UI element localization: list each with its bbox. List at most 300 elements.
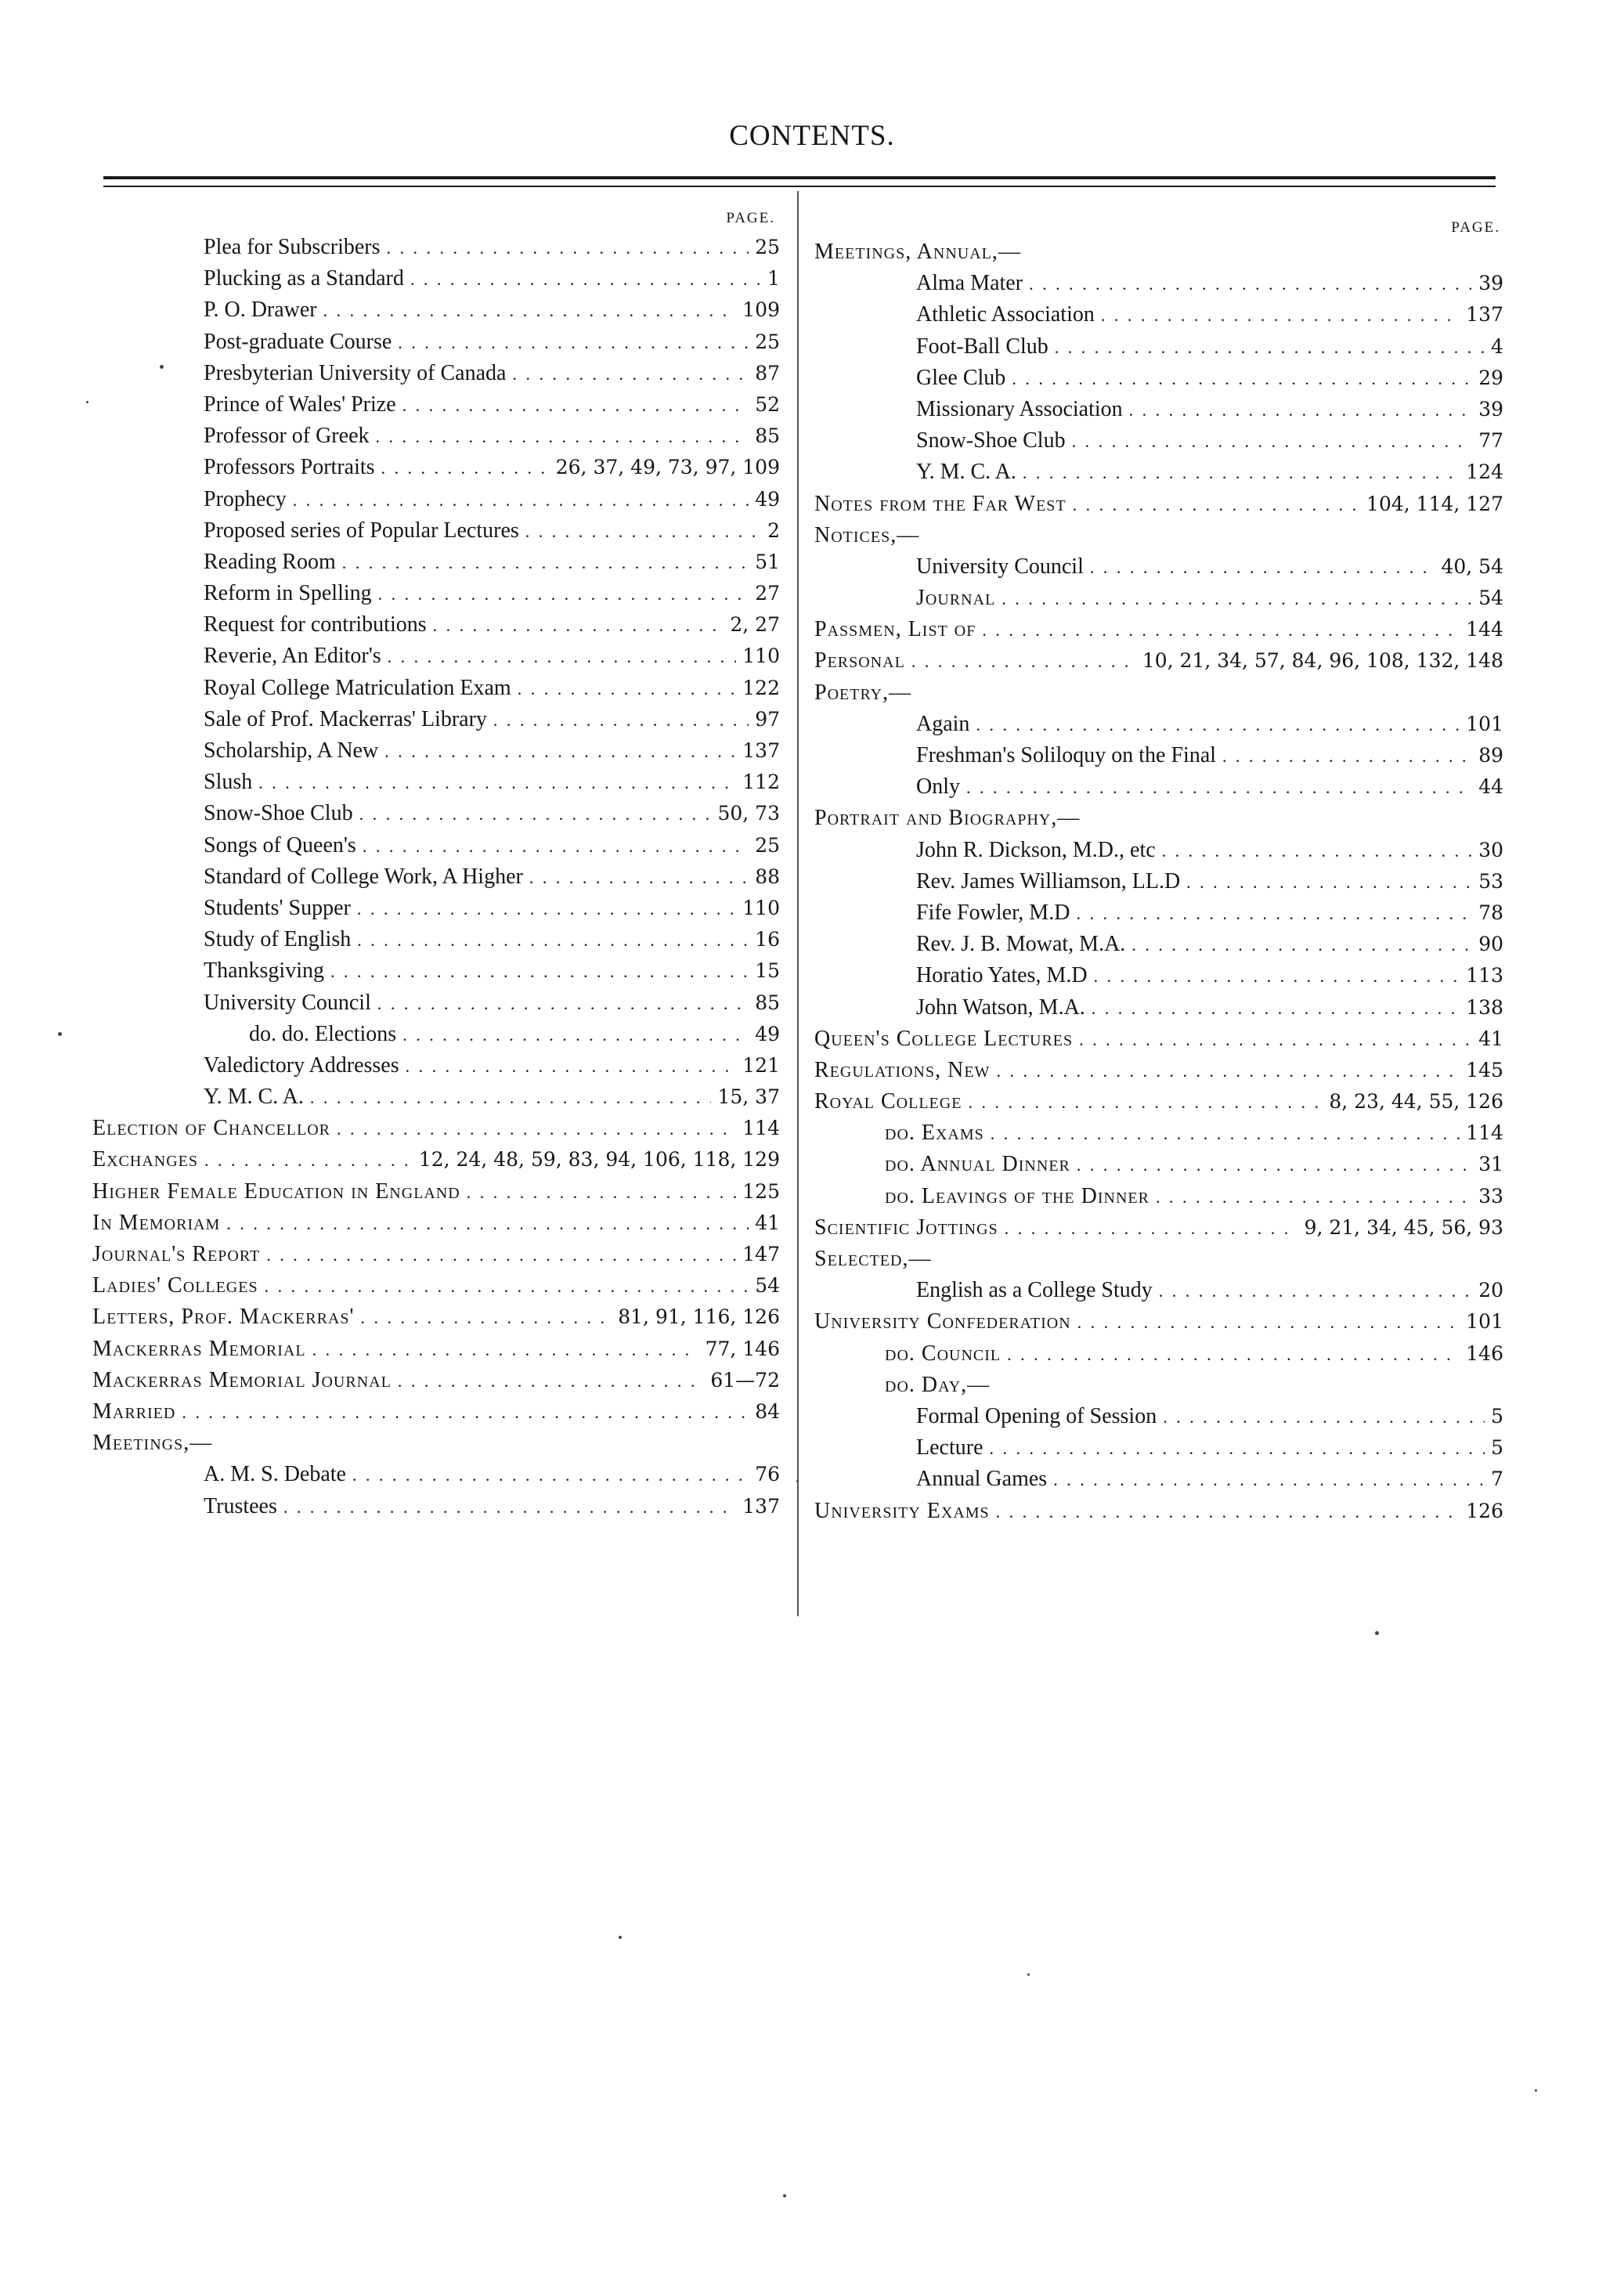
- toc-entry-pages: 2, 27: [730, 613, 780, 637]
- toc-entry-pages: 10, 21, 34, 57, 84, 96, 108, 132, 148: [1142, 649, 1503, 673]
- toc-entry-label: Request for contributions: [204, 612, 427, 637]
- toc-entry-pages: 44: [1478, 775, 1503, 799]
- toc-entry-label: Mackerras Memorial Journal: [92, 1367, 392, 1392]
- header-rule-thick: [103, 176, 1496, 179]
- toc-entry-pages: 15, 37: [717, 1085, 780, 1109]
- dot-leader: [1072, 426, 1473, 457]
- toc-entry-label: Alma Mater: [916, 271, 1023, 296]
- dot-leader: [1094, 961, 1460, 992]
- toc-entry: [814, 740, 1503, 771]
- toc-entry-pages: 25: [755, 833, 780, 857]
- left-entry-list: [92, 232, 780, 1522]
- dot-leader: [312, 1334, 699, 1366]
- toc-entry-pages: 101: [1466, 1310, 1503, 1334]
- toc-entry-label: Notes from the Far West: [814, 491, 1066, 516]
- toc-entry: [92, 641, 780, 672]
- dot-leader: [376, 421, 749, 453]
- toc-entry: [92, 1050, 780, 1081]
- dot-leader: [1007, 1339, 1460, 1370]
- toc-entry-pages: 9, 21, 34, 45, 56, 93: [1304, 1215, 1503, 1239]
- toc-entry-label: Meetings,—: [92, 1431, 213, 1456]
- toc-entry: [814, 268, 1503, 299]
- dot-leader: [1076, 898, 1472, 930]
- dot-leader: [406, 1051, 737, 1082]
- toc-entry: [814, 236, 1503, 268]
- dot-leader: [1162, 836, 1473, 867]
- dot-leader: [1186, 867, 1472, 898]
- toc-entry: [92, 1270, 780, 1301]
- toc-entry: [814, 1023, 1503, 1055]
- toc-entry: [92, 1113, 780, 1144]
- toc-entry: [814, 929, 1503, 960]
- toc-entry-label: Rev. James Williamson, LL.D: [916, 868, 1181, 894]
- right-column: [814, 205, 1503, 1527]
- dot-leader: [283, 1492, 736, 1523]
- toc-entry: [92, 1176, 780, 1208]
- dot-leader: [493, 705, 749, 736]
- toc-entry-label: Poetry,—: [814, 680, 912, 705]
- toc-entry-pages: 2: [767, 518, 780, 542]
- toc-entry-pages: 85: [755, 424, 780, 448]
- toc-entry-label: Sale of Prof. Mackerras' Library: [204, 706, 487, 731]
- dot-leader: [1159, 1276, 1472, 1307]
- toc-entry-pages: 124: [1466, 460, 1503, 484]
- toc-entry-label: Study of English: [204, 927, 352, 952]
- toc-entry: [92, 735, 780, 767]
- toc-entry: [92, 1396, 780, 1428]
- column-divider: [797, 191, 799, 1616]
- toc-entry-pages: 125: [742, 1179, 780, 1203]
- toc-entry-label: Horatio Yates, M.D: [916, 963, 1088, 988]
- toc-entry-pages: 8, 23, 44, 55, 126: [1329, 1090, 1503, 1114]
- toc-entry: [92, 798, 780, 829]
- dot-leader: [1163, 1402, 1485, 1433]
- toc-entry: [814, 992, 1503, 1023]
- dot-leader: [467, 1177, 737, 1208]
- toc-entry-label: Trustees: [204, 1493, 277, 1518]
- toc-entry-label: Rev. J. B. Mowat, M.A.: [916, 932, 1126, 957]
- dot-leader: [990, 1433, 1485, 1464]
- toc-entry-pages: 61—72: [710, 1368, 780, 1392]
- toc-entry-pages: 85: [755, 991, 780, 1014]
- dot-leader: [1053, 1464, 1485, 1496]
- right-entry-list: [814, 236, 1503, 1527]
- toc-entry-label: do. Day,—: [885, 1372, 991, 1397]
- toc-entry-label: Exchanges: [92, 1147, 198, 1172]
- toc-entry-pages: 20: [1478, 1279, 1503, 1302]
- toc-entry: [814, 457, 1503, 488]
- toc-entry-label: Selected,—: [814, 1247, 932, 1271]
- toc-entry-pages: 146: [1466, 1341, 1503, 1365]
- toc-entry-label: Y. M. C. A.: [916, 460, 1016, 485]
- toc-entry: [814, 1370, 1503, 1401]
- toc-entry-label: Lecture: [916, 1435, 983, 1460]
- toc-entry-label: Journal's Report: [92, 1242, 261, 1266]
- toc-entry: [814, 1338, 1503, 1370]
- toc-entry-pages: 137: [742, 1494, 780, 1518]
- toc-entry-pages: 26, 37, 49, 73, 97, 109: [555, 456, 780, 479]
- toc-entry-pages: 88: [755, 865, 780, 888]
- toc-entry: [92, 294, 780, 326]
- toc-entry-label: Again: [916, 711, 970, 736]
- toc-entry-label: Professor of Greek: [204, 424, 370, 449]
- toc-entry: [92, 421, 780, 452]
- toc-entry-pages: 110: [742, 896, 780, 919]
- toc-entry-label: A. M. S. Debate: [204, 1462, 346, 1487]
- toc-entry-pages: 137: [1466, 303, 1503, 327]
- dot-leader: [996, 1496, 1460, 1528]
- toc-entry-label: Reverie, An Editor's: [204, 644, 381, 669]
- toc-entry: [92, 452, 780, 483]
- toc-entry-label: Married: [92, 1399, 176, 1424]
- toc-entry-pages: 16: [755, 928, 780, 951]
- toc-entry-pages: 54: [1478, 587, 1503, 610]
- right-page-header: PAGE.: [1451, 219, 1500, 236]
- dot-leader: [378, 579, 749, 610]
- toc-entry-pages: 87: [755, 361, 780, 384]
- toc-entry-label: Snow-Shoe Club: [916, 428, 1066, 453]
- toc-entry-pages: 84: [755, 1399, 780, 1423]
- toc-entry: [814, 897, 1503, 929]
- toc-entry: [92, 767, 780, 798]
- toc-entry-label: University Council: [204, 990, 371, 1015]
- toc-entry-label: Regulations, New: [814, 1057, 991, 1082]
- toc-entry-label: do. Exams: [885, 1121, 984, 1146]
- dot-leader: [387, 233, 749, 264]
- toc-entry: [814, 1212, 1503, 1244]
- toc-entry-pages: 112: [742, 771, 780, 794]
- toc-entry-pages: 121: [742, 1053, 780, 1077]
- dot-leader: [398, 327, 749, 359]
- toc-entry-label: Foot-Ball Club: [916, 334, 1048, 359]
- toc-entry: [92, 1365, 780, 1396]
- toc-entry-pages: 5: [1491, 1436, 1503, 1460]
- toc-entry-pages: 76: [755, 1463, 780, 1486]
- toc-entry-pages: 7: [1491, 1468, 1503, 1491]
- dot-leader: [1129, 395, 1473, 426]
- toc-entry-label: do. Council: [885, 1341, 1001, 1366]
- toc-entry-pages: 29: [1478, 366, 1503, 389]
- dot-leader: [388, 641, 737, 673]
- toc-entry: [92, 609, 780, 641]
- toc-entry-pages: 110: [742, 644, 780, 668]
- toc-entry-label: Students' Supper: [204, 895, 351, 920]
- toc-entry: [92, 1208, 780, 1239]
- toc-entry-label: Reading Room: [204, 549, 336, 574]
- toc-entry-label: University Exams: [814, 1498, 990, 1523]
- toc-entry: [814, 709, 1503, 740]
- toc-entry-label: Reform in Spelling: [204, 581, 372, 606]
- toc-entry: [814, 771, 1503, 803]
- toc-entry-label: Presbyterian University of Canada: [204, 360, 507, 385]
- dot-leader: [911, 646, 1136, 677]
- toc-entry-label: Snow-Shoe Club: [204, 801, 353, 826]
- toc-entry: [814, 520, 1503, 551]
- dot-leader: [323, 295, 737, 327]
- toc-entry: [92, 987, 780, 1019]
- toc-entry: [814, 425, 1503, 457]
- toc-entry: [814, 583, 1503, 614]
- toc-entry-label: Higher Female Education in England: [92, 1179, 460, 1204]
- dot-leader: [1101, 300, 1460, 331]
- toc-entry-pages: 40, 54: [1441, 554, 1503, 578]
- dot-leader: [1131, 930, 1472, 961]
- dot-leader: [265, 1271, 749, 1302]
- toc-entry-label: Glee Club: [916, 365, 1006, 390]
- dot-leader: [352, 1460, 749, 1491]
- dot-leader: [337, 1114, 736, 1145]
- toc-entry: [92, 955, 780, 987]
- dot-leader: [363, 831, 749, 862]
- toc-entry-pages: 101: [1466, 712, 1503, 735]
- toc-entry-label: Only: [916, 774, 960, 800]
- toc-entry-label: English as a College Study: [916, 1278, 1153, 1303]
- toc-entry-pages: 52: [755, 392, 780, 416]
- toc-entry-pages: 109: [742, 298, 780, 322]
- toc-entry-label: John R. Dickson, M.D., etc: [916, 837, 1156, 862]
- dot-leader: [1092, 993, 1460, 1024]
- toc-entry-label: University Council: [916, 554, 1084, 579]
- dot-leader: [1077, 1307, 1460, 1338]
- toc-entry-label: Freshman's Soliloquy on the Final: [916, 743, 1217, 767]
- toc-entry: [814, 551, 1503, 583]
- toc-entry: [814, 803, 1503, 834]
- dot-leader: [381, 453, 550, 484]
- toc-entry-label: Passmen, List of: [814, 617, 976, 642]
- toc-entry: [814, 1244, 1503, 1275]
- toc-entry: [814, 331, 1503, 363]
- toc-entry-pages: 39: [1478, 397, 1503, 421]
- toc-entry-label: do. Annual Dinner: [885, 1152, 1070, 1177]
- toc-entry: [92, 1081, 780, 1113]
- toc-entry-pages: 145: [1466, 1058, 1503, 1081]
- toc-entry: [814, 1496, 1503, 1527]
- toc-entry-pages: 27: [755, 582, 780, 605]
- dot-leader: [1023, 457, 1460, 489]
- toc-entry-label: P. O. Drawer: [204, 298, 317, 323]
- dot-leader: [377, 988, 749, 1020]
- dot-leader: [357, 925, 749, 956]
- toc-entry-label: Professors Portraits: [204, 455, 375, 480]
- toc-entry-pages: 53: [1478, 869, 1503, 893]
- dot-leader: [1055, 332, 1485, 363]
- toc-entry-label: Valedictory Addresses: [204, 1052, 399, 1078]
- dot-leader: [518, 673, 737, 705]
- dot-leader: [384, 736, 736, 767]
- toc-entry-pages: 31: [1478, 1153, 1503, 1176]
- dot-leader: [512, 359, 749, 390]
- toc-entry-pages: 81, 91, 116, 126: [618, 1305, 780, 1329]
- dot-leader: [258, 767, 736, 799]
- toc-entry-label: Proposed series of Popular Lectures: [204, 518, 519, 543]
- toc-entry: [814, 960, 1503, 991]
- toc-entry: [814, 1117, 1503, 1149]
- dot-leader: [968, 1087, 1323, 1118]
- dot-leader: [1156, 1182, 1472, 1213]
- toc-entry-label: Election of Chancellor: [92, 1116, 330, 1141]
- dot-leader: [293, 485, 749, 516]
- toc-entry-pages: 50, 73: [717, 802, 780, 825]
- toc-entry-pages: 114: [742, 1117, 780, 1140]
- toc-entry: [814, 489, 1503, 520]
- toc-entry: [92, 578, 780, 609]
- toc-entry-pages: 78: [1478, 901, 1503, 924]
- toc-entry-pages: 54: [755, 1274, 780, 1298]
- toc-entry-pages: 104, 114, 127: [1366, 492, 1503, 515]
- dot-leader: [966, 772, 1472, 803]
- toc-entry-pages: 41: [1478, 1027, 1503, 1050]
- toc-entry-label: Plucking as a Standard: [204, 266, 404, 291]
- toc-entry-pages: 114: [1466, 1121, 1503, 1145]
- toc-entry: [92, 1301, 780, 1333]
- toc-entry-label: Standard of College Work, A Higher: [204, 864, 523, 889]
- toc-entry-label: Meetings, Annual,—: [814, 240, 1021, 264]
- toc-entry-label: do. Leavings of the Dinner: [885, 1183, 1149, 1208]
- dot-leader: [1079, 1024, 1472, 1056]
- toc-entry-pages: 33: [1478, 1184, 1503, 1208]
- dot-leader: [1005, 1213, 1298, 1244]
- toc-entry-pages: 77: [1478, 429, 1503, 453]
- toc-entry-pages: 90: [1478, 933, 1503, 956]
- toc-entry-label: Y. M. C. A.: [204, 1085, 304, 1110]
- toc-entry-label: Annual Games: [916, 1467, 1048, 1492]
- toc-entry-label: Songs of Queen's: [204, 832, 356, 857]
- left-column: [92, 205, 780, 1522]
- toc-entry-pages: 147: [742, 1243, 780, 1265]
- toc-entry-label: In Memoriam: [92, 1210, 221, 1235]
- toc-entry-label: Missionary Association: [916, 396, 1123, 421]
- toc-entry-label: Notices,—: [814, 522, 920, 547]
- dot-leader: [410, 264, 761, 295]
- toc-entry: [92, 673, 780, 704]
- dot-leader: [1029, 269, 1472, 300]
- dot-leader: [1222, 741, 1472, 772]
- toc-entry: [92, 232, 780, 263]
- toc-entry: [814, 1401, 1503, 1432]
- toc-entry: [814, 1086, 1503, 1117]
- toc-entry: [814, 1181, 1503, 1212]
- dot-leader: [433, 610, 724, 641]
- dot-leader: [1012, 363, 1472, 395]
- dot-leader: [402, 390, 749, 421]
- toc-entry: [92, 263, 780, 294]
- dot-leader: [226, 1208, 749, 1240]
- toc-entry: [814, 363, 1503, 394]
- toc-entry: [92, 830, 780, 861]
- toc-entry: [814, 1306, 1503, 1338]
- toc-entry-label: Portrait and Biography,—: [814, 806, 1081, 831]
- toc-entry-label: Post-graduate Course: [204, 329, 392, 354]
- toc-entry-label: Thanksgiving: [204, 958, 324, 984]
- dot-leader: [357, 894, 736, 925]
- toc-entry-label: Journal: [916, 586, 996, 611]
- toc-entry-label: Queen's College Lectures: [814, 1026, 1074, 1051]
- toc-entry: [814, 1055, 1503, 1086]
- toc-entry: [92, 515, 780, 547]
- toc-entry-pages: 15: [755, 959, 780, 983]
- toc-entry: [814, 1464, 1503, 1495]
- toc-entry-pages: 51: [755, 550, 780, 573]
- toc-entry: [814, 677, 1503, 709]
- dot-leader: [342, 547, 749, 579]
- dot-leader: [996, 1056, 1460, 1087]
- toc-entry: [92, 358, 780, 389]
- dot-leader: [359, 799, 712, 830]
- toc-entry-pages: 5: [1491, 1404, 1503, 1428]
- dot-leader: [525, 516, 761, 547]
- header-rule-thin: [103, 186, 1496, 187]
- dot-leader: [1090, 552, 1435, 583]
- toc-entry-label: Royal College: [814, 1089, 962, 1114]
- page-title: CONTENTS.: [729, 120, 895, 152]
- toc-entry: [814, 1149, 1503, 1180]
- left-page-header: PAGE.: [726, 210, 775, 226]
- toc-entry-label: University Confederation: [814, 1309, 1071, 1334]
- toc-entry-pages: 25: [755, 236, 780, 258]
- toc-entry-label: Letters, Prof. Mackerras': [92, 1305, 355, 1330]
- dot-leader: [330, 956, 749, 987]
- dot-leader: [310, 1082, 712, 1114]
- dot-leader: [1001, 583, 1472, 615]
- toc-entry: [814, 835, 1503, 866]
- toc-entry-pages: 1: [767, 267, 780, 291]
- toc-entry-pages: 49: [755, 487, 780, 511]
- toc-entry: [92, 484, 780, 515]
- toc-entry-pages: 137: [742, 739, 780, 762]
- toc-entry-pages: 39: [1478, 272, 1503, 295]
- toc-entry-pages: 144: [1466, 618, 1503, 641]
- toc-entry: [92, 924, 780, 955]
- toc-entry-label: Fife Fowler, M.D: [916, 900, 1070, 925]
- toc-entry: [92, 389, 780, 421]
- toc-entry-label: Royal College Matriculation Exam: [204, 675, 511, 700]
- toc-entry-pages: 97: [755, 707, 780, 731]
- dot-leader: [991, 1118, 1460, 1150]
- toc-entry-pages: 30: [1478, 838, 1503, 861]
- toc-entry: [92, 1491, 780, 1522]
- toc-entry-label: Athletic Association: [916, 302, 1095, 327]
- toc-entry-pages: 89: [1478, 744, 1503, 767]
- toc-entry: [92, 1428, 780, 1459]
- toc-entry-label: John Watson, M.A.: [916, 995, 1085, 1020]
- toc-entry-pages: 25: [755, 330, 780, 353]
- toc-entry-label: Slush: [204, 770, 253, 795]
- toc-entry-label: Ladies' Colleges: [92, 1273, 258, 1298]
- toc-entry: [814, 299, 1503, 330]
- toc-entry: [92, 861, 780, 893]
- toc-entry-label: do. do. Elections: [249, 1021, 397, 1046]
- toc-entry: [814, 866, 1503, 897]
- dot-leader: [982, 615, 1460, 646]
- toc-entry-label: Plea for Subscribers: [204, 235, 381, 259]
- toc-entry-pages: 122: [742, 676, 780, 699]
- dot-leader: [361, 1302, 612, 1334]
- toc-entry: [92, 1334, 780, 1365]
- toc-entry-label: Scholarship, A New: [204, 738, 379, 763]
- toc-entry-pages: 113: [1466, 964, 1503, 987]
- toc-entry-label: Scientific Jottings: [814, 1215, 998, 1240]
- toc-entry: [92, 1144, 780, 1175]
- toc-entry-label: Mackerras Memorial: [92, 1336, 306, 1361]
- toc-entry: [92, 893, 780, 924]
- toc-entry: [92, 327, 780, 358]
- dot-leader: [1073, 489, 1360, 521]
- toc-entry: [814, 614, 1503, 645]
- toc-entry-pages: 138: [1466, 995, 1503, 1019]
- toc-entry: [92, 704, 780, 735]
- dot-leader: [182, 1397, 749, 1428]
- toc-entry-label: Personal: [814, 648, 905, 673]
